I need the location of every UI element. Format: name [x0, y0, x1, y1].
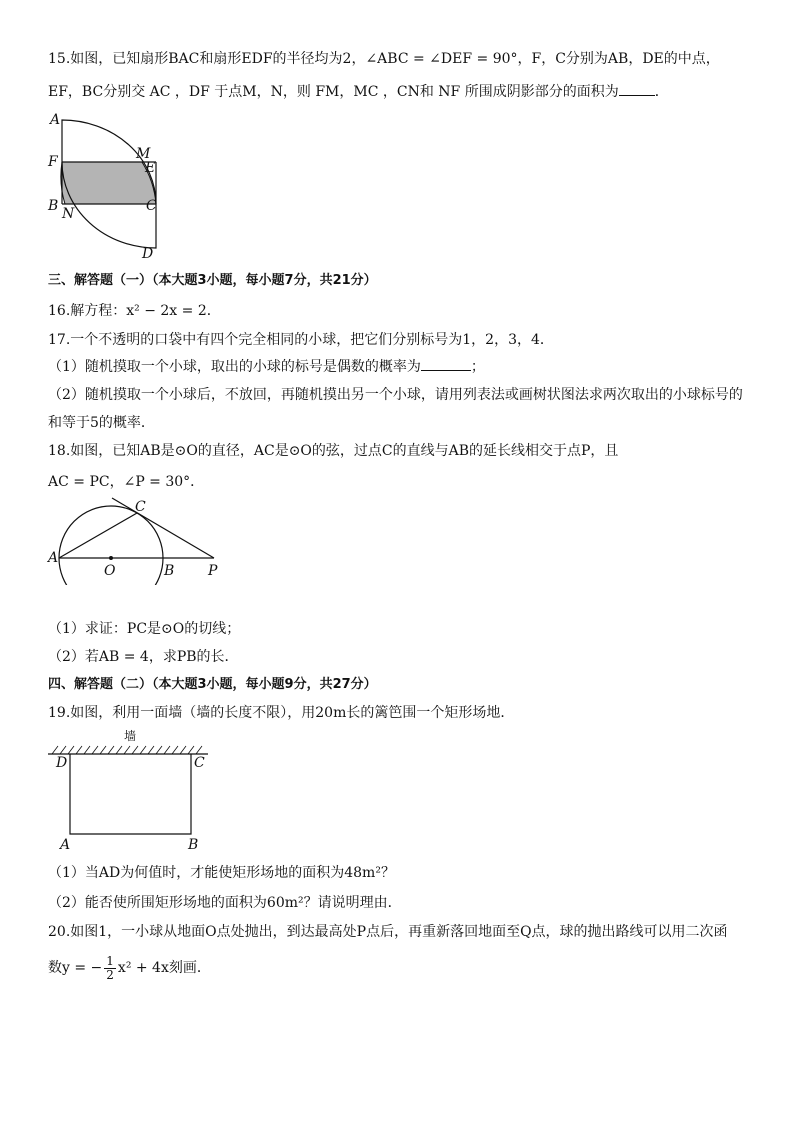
q18-part2: （2）若AB = 4，求PB的长． [48, 649, 239, 665]
q19-label-b: B [188, 837, 199, 852]
q20-line2-pre: 数y = − [48, 960, 103, 976]
q15-label-f: F [48, 154, 58, 170]
q15-figure [40, 108, 170, 268]
q15-line2 [48, 81, 669, 102]
q18-figure [40, 495, 230, 585]
q20-line1: 20.如图1，一小球从地面O点处抛出，到达最高处P点后，再重新落回地面至Q点，球的抛出路线可以用二次函 [48, 924, 728, 940]
q19-part2: （2）能否使所围矩形场地的面积为60m²？请说明理由． [48, 895, 402, 911]
q18-chord-ac [59, 513, 137, 558]
q17-part1 [48, 356, 485, 377]
q18-part1: （1）求证：PC是⊙O的切线； [48, 621, 241, 637]
q18-label-p: P [208, 563, 218, 579]
q20-frac-num: 1 [106, 953, 114, 968]
q19-label-c: C [194, 755, 205, 771]
q15-label-d: D [142, 246, 154, 262]
q19-stem: 19.如图，利用一面墙（墙的长度不限），用20m长的篱笆围一个矩形场地． [48, 705, 515, 721]
q15-line2-text: EF，BC分别交 AC ，DF 于点M，N，则 FM，MC ，CN和 NF 所围成阴影部分的面积为 [48, 84, 619, 100]
q18-condition: AC = PC，∠P = 30°． [48, 474, 205, 490]
q19-part1: （1）当AD为何值时，才能使矩形场地的面积为48m²？ [48, 865, 395, 881]
q19-label-d: D [56, 755, 68, 771]
q19-wall-label: 墙 [124, 729, 137, 743]
q15-line1: 15.如图，已知扇形BAC和扇形EDF的半径均为2，∠ABC = ∠DEF = 90°，F，C分别为AB，DE的中点， [48, 51, 720, 67]
q18-tangent-pc [112, 498, 214, 558]
section4-heading: 四、解答题（二）（本大题3小题，每小题9分，共27分） [48, 677, 377, 692]
q18-stem: 18.如图，已知AB是⊙O的直径，AC是⊙O的弦，过点C的直线与AB的延长线相交于点P，且 [48, 443, 619, 459]
q15-label-c: C [146, 198, 157, 214]
q18-label-o: O [104, 563, 116, 579]
q15-label-b: B [48, 198, 59, 214]
q17-part1-text: （1）随机摸取一个小球，取出的小球的标号是偶数的概率为 [48, 359, 421, 375]
q18-center-dot [109, 556, 113, 560]
q20-line2 [48, 954, 211, 982]
q20-fraction [104, 955, 116, 982]
section3-heading: 三、解答题（一）（本大题3小题，每小题7分，共21分） [48, 273, 377, 288]
q15-label-e: E [145, 160, 156, 176]
q17-answer-blank [421, 356, 471, 371]
q19-label-a: A [60, 837, 71, 852]
q15-shaded-region [61, 162, 156, 204]
q17-stem: 17.一个不透明的口袋中有四个完全相同的小球，把它们分别标号为1，2，3，4． [48, 332, 554, 348]
q15-label-n: N [62, 206, 75, 222]
q18-label-b: B [164, 563, 175, 579]
q17-part2-line1: （2）随机摸取一个小球后，不放回，再随机摸出另一个小球，请用列表法或画树状图法求两次取出的小球标号的 [48, 387, 743, 403]
q18-label-a: A [48, 550, 59, 566]
q20-line2-post: x² + 4x刻画． [117, 960, 211, 976]
q18-label-c: C [135, 499, 146, 515]
q15-label-a: A [50, 112, 61, 128]
q15-line2-end: ． [654, 84, 669, 100]
q17-part2-line2: 和等于5的概率． [48, 415, 155, 431]
q19-wall [48, 746, 208, 754]
q16: 16.解方程：x² − 2x = 2． [48, 303, 221, 319]
q15-label-m: M [136, 146, 151, 162]
q17-part1-end: ； [470, 359, 485, 375]
q20-frac-den: 2 [106, 967, 114, 982]
q19-figure [44, 727, 214, 852]
q15-answer-blank [619, 81, 655, 96]
q19-fence-rectangle [70, 754, 191, 834]
